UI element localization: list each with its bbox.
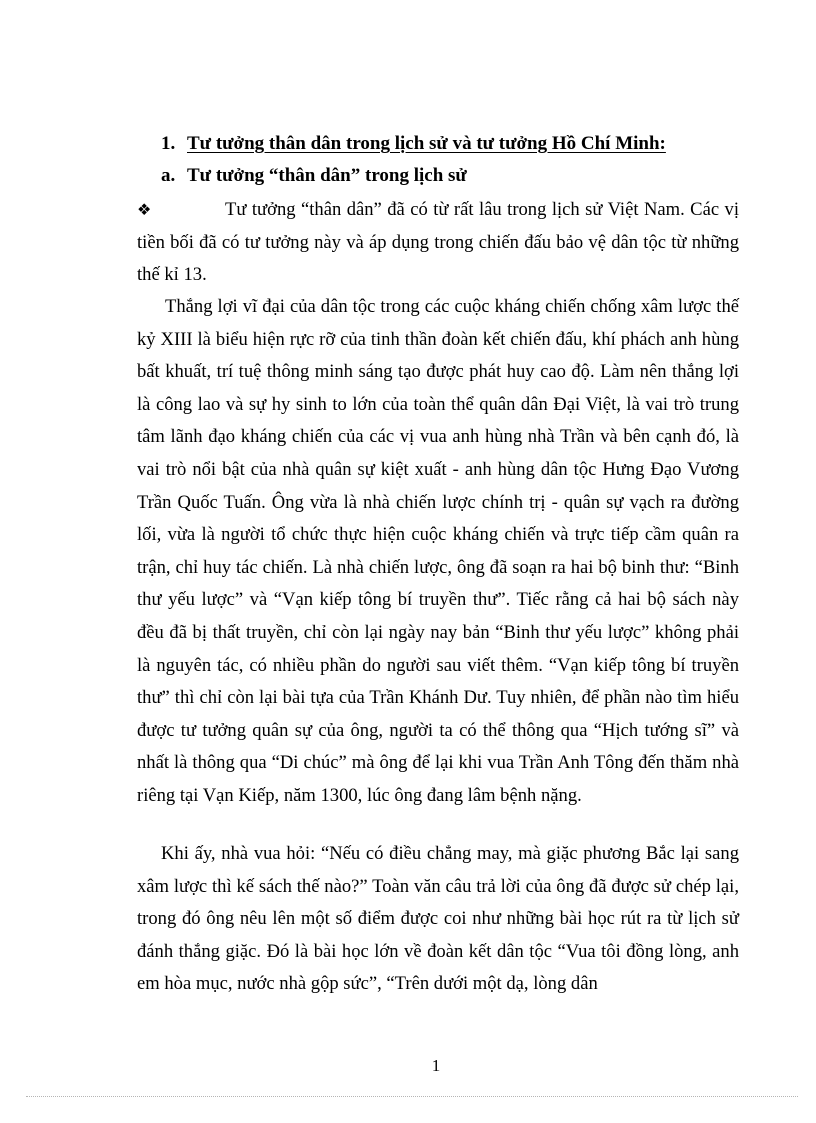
diamond-bullet-icon: ❖ [137,200,152,219]
paragraph-1 [137,194,739,292]
paragraph-3: Khi ấy, nhà vua hỏi: “Nếu có điều chẳng may, mà giặc phương Bắc lại sang xâm lược thì kế sách thế nào?” Toàn văn câu trả lời của ông đã được sử chép lại, trong đó ông nêu lên một số điểm được coi như những bài học rút ra từ lịch sử đánh thắng giặc. Đó là bài học lớn về đoàn kết dân tộc “Vua tôi đồng lòng, anh em hòa mục, nước nhà gộp sức”, “Trên dưới một dạ, lòng dân [137,843,739,995]
paragraph-2: Thắng lợi vĩ đại của dân tộc trong các cuộc kháng chiến chống xâm lược thế kỷ XIII là biểu hiện rực rỡ của tinh thần đoàn kết chiến đấu, khí phách anh hùng bất khuất, trí tuệ thông minh sáng tạo được phát huy cao độ. Làm nên thắng lợi là công lao và sự hy sinh to lớn của toàn thể quân dân Đại Việt, là vai trò trung tâm lãnh đạo kháng chiến của các vị vua anh hùng nhà Trần và bên cạnh đó, là vai trò nổi bật của nhà quân sự kiệt xuất - anh hùng dân tộc Hưng Đạo Vương Trần Quốc Tuấn. Ông vừa là nhà chiến lược chính trị - quân sự vạch ra đường lối, vừa là người tổ chức thực hiện cuộc kháng chiến và trực tiếp cầm quân ra trận, chỉ huy tác chiến. Là nhà chiến lược, ông đã soạn ra hai bộ binh thư: “Binh thư yếu lược” và “Vạn kiếp tông bí truyền thư”. Tiếc rằng cả hai bộ sách này đều đã bị thất truyền, chỉ còn lại ngày nay bản “Binh thư yếu lược” không phải là nguyên tác, có nhiều phần do người sau viết thêm. “Vạn kiếp tông bí truyền thư” thì chỉ còn lại bài tựa của Trần Khánh Dư. Tuy nhiên, để phần nào tìm hiểu được tư tưởng quân sự của ông, người ta có thể thông qua “Hịch tướng sĩ” và nhất là thông qua “Di chúc” mà ông để lại khi vua Trần Anh Tông đến thăm nhà riêng tại Vạn Kiếp, năm 1300, lúc ông đang lâm bệnh nặng. [137,296,739,806]
heading-2-number: a. [161,165,176,186]
page-bottom-divider [26,1096,798,1097]
page-number: 1 [431,1056,441,1075]
paragraph-1-text: Tư tưởng “thân dân” đã có từ rất lâu trong lịch sử Việt Nam. Các vị tiền bối đã có tư tưởng này và áp dụng trong chiến đấu bảo vệ dân tộc từ những thế kỉ 13. [137,199,739,286]
heading-1-text: Tư tưởng thân dân trong lịch sử và tư tưởng Hồ Chí Minh: [187,133,666,154]
heading-2-text: Tư tưởng “thân dân” trong lịch sử [187,165,467,186]
section-heading-2 [161,160,467,192]
heading-1-number: 1. [161,133,176,154]
section-heading-1 [161,128,666,160]
